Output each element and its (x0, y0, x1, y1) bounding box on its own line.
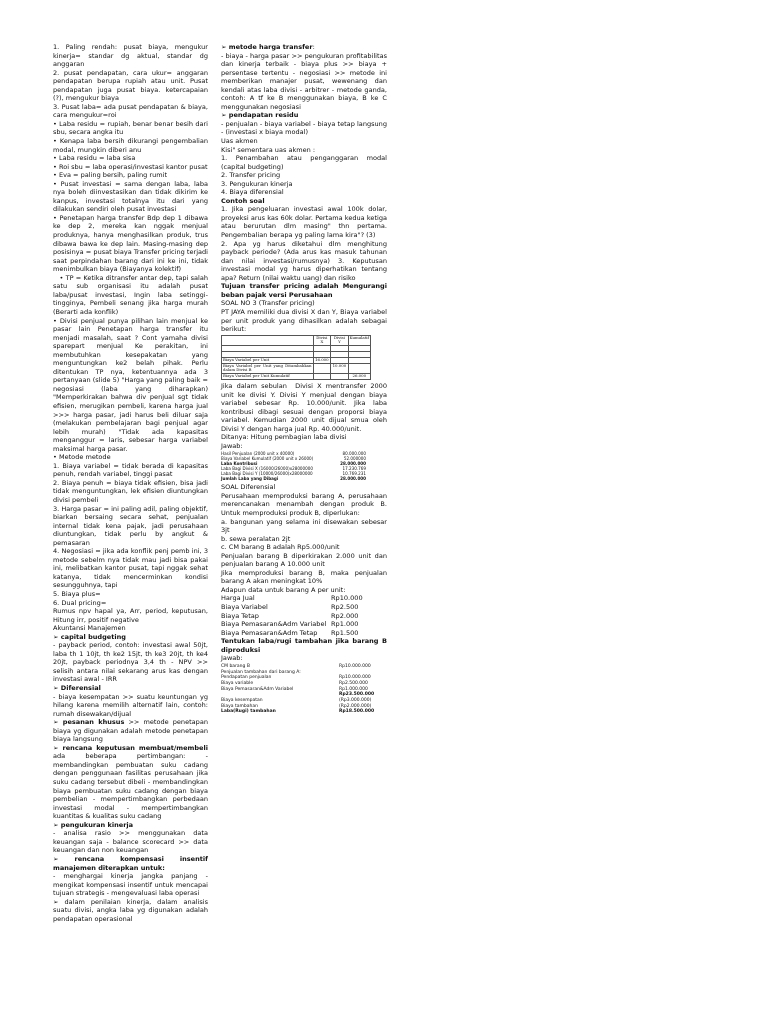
note-line: - payback period, contoh: investasi awal 50jt, laba th 1 10jt, th ke2 15jt, th ke3 20jt, th ke4 20jt, payback periodnya 3,4 th - NPV >> selisih antara nilai sekarang arus kas dengan investasi awal - IRR (53, 641, 211, 684)
sheet-label: Biaya Variabel Kumulatif (2000 unit x 26000) (221, 456, 314, 462)
note-line: Contoh soal (221, 196, 265, 205)
note-line: 1. Biaya variabel = tidak berada di kapasitas penuh, rendah variabel, tinggi pasat (53, 461, 211, 479)
price-value: Rp2.500 (331, 603, 359, 611)
price-label: Biaya Tetap (221, 611, 259, 620)
sheet-label: Biaya kesempatan (221, 698, 263, 704)
sheet-label: Pendapatan penjualan (221, 675, 272, 681)
table-cell: Biaya Variabel per Unit yang Ditambahkan dalam Divisi B (223, 362, 312, 373)
note-line: Rumus npv hapal ya, Arr, period, keputusan, Hitung irr, positif negative (53, 607, 211, 624)
note-line: Adapun data untuk barang A per unit: (221, 585, 346, 594)
note-line: a. bangunan yang selama ini disewakan sebesar 3jt (221, 517, 390, 535)
price-row (221, 603, 387, 612)
profit-split-sheet (221, 451, 387, 481)
price-label: Biaya Pemasaran&Adm Tetap (221, 628, 318, 637)
sheet-label: CM barang B (221, 663, 250, 669)
note-line: 2. Biaya penuh = biaya tidak efisien, bisa jadi tidak menguntungkan, lek efisien diuntungkan divisi pembeli (53, 478, 211, 504)
note-line: Akuntansi Manajemen (53, 624, 126, 633)
note-line: SOAL Diferensial (221, 483, 276, 492)
sheet-row (221, 476, 366, 481)
sheet-row (221, 709, 387, 715)
price-row (221, 620, 387, 629)
note-line: 2. Apa yg harus diketahui dlm menghitung payback periode? (Ada arus kas masuk tahunan dan nilai investasi/rumusnya) 3. Keputusan investasi modal yg harus diperhatikan tentang apa? Return (nilai waktu uang) dan risiko (221, 239, 390, 282)
note-line: ➢ capital budgeting (53, 632, 126, 641)
table-row (222, 363, 371, 373)
right-notes (221, 43, 390, 334)
price-row (221, 594, 387, 603)
note-line: Kisi" sementara uas akmen : (221, 145, 316, 154)
product-a-price-list (221, 594, 387, 637)
sheet-value: Rp2.500.000 (339, 680, 368, 686)
note-line: ➢ pendapatan residu (221, 111, 299, 120)
note-line: 1. Jika pengeluaran investasi awal 100k dolar, proyeksi arus kas 60k dolar. Pertama kedua ketiga atau berurutan dlm masing" thn pertama. Pengembalian berapa yg paling lama kira"? (3) (221, 205, 390, 240)
price-label: Biaya Pemasaran&Adm Variabel (221, 620, 327, 629)
sheet-label: Hasil Penjualan (2000 unit x 40000) (221, 451, 295, 457)
note-line: 4. Negosiasi = jika ada konflik penj pemb ini, 3 metode sebelm nya tidak mau jadi bisa pakai ini, melibatkan kantor pusat, tapi nggak sehat katanya, tidak mencerminkan kondisi sesungguhnya, tapi (53, 547, 211, 590)
note-line: - biaya kesempatan >> suatu keuntungan yg hilang karena memilih alternatif lain, contoh: rumah disewakan/dijual (53, 692, 211, 718)
note-line-bold-lead: ➢ rencana keputusan membuat/membeli (53, 743, 208, 752)
note-line: Ditanya: Hitung pembagian laba divisi (221, 433, 347, 442)
note-line: 2. pusat pendapatan, cara ukur= anggaran pendapatan berupa rupiah atau unit. Pusat pendapatan juga pusat biaya. ketercapaian (?), mengukur biaya (53, 68, 211, 103)
note-line (221, 43, 387, 52)
table-header-cell: Divisi Y (331, 335, 348, 345)
note-line: 6. Dual pricing= (53, 598, 107, 607)
note-line: Tujuan transfer pricing adalah Mengurangi beban pajak versi Perusahaan (221, 282, 390, 299)
note-line: • Penetapan harga transfer Bdp dep 1 dibawa ke dep 2, mereka kan nggak menjual produknya, hanya menghasilkan produk, trus dibawa bawa ke dep lain. Masing-masing dep posisinya = pusat biaya Transfer pricing terjadi saat perpindahan barang dari ini ke ini, tidak menimbulkan biaya (Biayanya kolektif) (53, 213, 211, 274)
sheet-label: Laba Kontribusi (221, 461, 258, 467)
note-line: Tentukan laba/rugi tambahan jika barang B diproduksi (221, 637, 390, 654)
sheet-label: Laba Bagi Divisi X (16000/26000)x28000000 (221, 466, 313, 472)
note-line: Penjualan barang B diperkirakan 2.000 unit dan penjualan barang A 10.000 unit (221, 551, 390, 569)
price-value: Rp1.500 (331, 628, 359, 637)
note-line: Jawab: (221, 654, 243, 663)
sheet-label: Penjualan tambahan dari barang A: (221, 669, 301, 675)
note-line: 3. Pusat laba= ada pusat pendapatan & biaya, cara mengukur=roi (53, 102, 211, 120)
sheet-value: Rp10.000.000 (339, 663, 371, 669)
incremental-profit-sheet (221, 664, 387, 715)
note-line: b. sewa peralatan 2jt (221, 534, 291, 543)
transfer-pricing-question (221, 381, 390, 450)
sheet-value: Rp1.000.000 (339, 686, 368, 692)
note-line: ➢ pengukuran kinerja (53, 820, 134, 829)
note-line: PT JAYA memiliki dua divisi X dan Y, Biaya variabel per unit produk yang dihasilkan adalah sebagai berikut: (221, 307, 390, 334)
note-line-bold-lead: ➢ metode harga transfer (221, 43, 313, 51)
note-line: 3. Harga pasar = ini paling adil, paling objektif, biarkan bersaing secara sehat, penjualan internal tidak kena pajak, jadi perusahaan diuntungkan, tidak perlu by angkut & pemasaran (53, 504, 211, 547)
note-line (53, 718, 211, 744)
note-line: - analisa rasio >> menggunakan data keuangan saja - balance scorecard >> data keuangan dan non keuangan (53, 829, 211, 855)
note-line: Perusahaan memproduksi barang A, perusahaan merencanakan menambah dengan produk B. Untuk memproduksi produk B, diperlukan: (221, 491, 390, 517)
note-line: • TP = Ketika ditransfer antar dep, tapi salah satu sub organisasi itu adalah pusat laba/pusat investasi, Ingin laba setinggi-tingginya, Pembeli senang jika harga murah (Berarti ada konflik) (53, 273, 211, 316)
sheet-value: (Rp3.000.000) (339, 698, 372, 704)
note-line: • Divisi penjual punya pilihan lain menjual ke pasar lain Penetapan harga transfer itu menjadi masalah, saat ? Cont yamaha divisi sparepart menjual Ke perakitan, ini membutuhkan kesepakatan yang menguntungkan ke2 belah pihak. Perlu ditentukan TP nya, ketentuannya ada 3 pertanyaan (slide 5) "Harga yang paling baik = negosiasi (laba yang diharapkan) "Memperkirakan bahwa div penjual sgt tidak efisien, merugikan pembeli, karena harga jual >>> harga pasar, jadi harus beli diluar saja (melakukan pembelajaran bagi penjual agar lebih murah) "Tidak ada kapasitas menganggur = laris, sebesar harga variabel maksimal harga pasar. (53, 316, 211, 453)
note-line: 1. Paling rendah: pusat biaya, mengukur kinerja= standar dg aktual, standar dg anggaran (53, 43, 211, 69)
sheet-value: Rp10.000.000 (339, 675, 371, 681)
price-value: Rp10.000 (331, 594, 363, 603)
note-line: • Laba residu = rupiah, benar benar besih dari sbu, secara angka itu (53, 119, 211, 137)
note-line: • Eva = paling bersih, paling rumit (53, 171, 168, 180)
note-line: - penjualan - biaya variabel - biaya tetap langsung - (investasi x biaya modal) (221, 119, 390, 137)
note-line: - biaya - harga pasar >> pengukuran profitabilitas dan kinerja terbaik - biaya plus >> biaya + persentase tertentu - negosiasi >> metode ini memberikan manajer pusat, wewenang dan kendali atas laba divisi - arbitrer - metode ganda, contoh: A tf ke B menggunakan biaya, B ke C menggunakan negosiasi (221, 51, 390, 111)
note-line: 2. Transfer pricing (221, 171, 281, 180)
sheet-label: Laba(Rugi) tambahan (221, 709, 276, 715)
sheet-value: 80.000.000 (342, 451, 366, 457)
note-line: • Roi sbu = laba operasi/investasi kantor pusat (53, 162, 208, 171)
note-line-bold-lead: ➢ pesanan khusus (53, 718, 125, 727)
note-line: 1. Penambahan atau penganggaran modal (capital budgeting) (221, 154, 390, 171)
sheet-label: Biaya Pemasaran&Adm Variabel (221, 686, 294, 692)
left-column (53, 43, 211, 923)
note-line: ➢ rencana kompensasi insentif manajemen diterapkan untuk: (53, 854, 211, 872)
sheet-value: Rp18.500.000 (339, 709, 375, 715)
table-cell (348, 363, 370, 373)
note-line: Uas akmen (221, 137, 258, 146)
note-line: Jika dalam sebulan Divisi X mentransfer 2000 unit ke divisi Y. Divisi Y menjual dengan biaya variabel sebesar Rp. 10.000/unit. Jika laba kontribusi dibagi sesuai dengan proporsi biaya variabel. Kemudian 2000 unit dijual smua oleh Divisi Y dengan harga jual Rp. 40.000/unit. (221, 381, 390, 433)
table-header-cell (222, 335, 314, 345)
table-header-cell: Divisi X (313, 335, 331, 345)
sheet-value: 10.769.231 (342, 471, 366, 477)
sheet-value: Rp23.500.000 (339, 692, 375, 698)
table-cell (331, 373, 348, 379)
note-line: • Pusat investasi = sama dengan laba, laba nya boleh diinvestasikan dan tidak dikirim ke kanpus, investasi totalnya itu dari yang dilakukan sendiri oleh pusat investasi (53, 179, 211, 214)
sheet-value: 17.230.769 (342, 466, 366, 472)
note-line: ➢ Diferensial (53, 684, 101, 693)
note-line: ➢ dalam penilaian kinerja, dalam analisis suatu divisi, angka laba yg digunakan adalah pendapatan operasional (53, 897, 211, 923)
note-line: Jawab: (221, 441, 243, 450)
note-line-rest: : (312, 43, 315, 51)
price-value: Rp2.000 (331, 611, 359, 620)
price-label: Biaya Variabel (221, 603, 268, 611)
table-cell (313, 373, 331, 379)
sheet-label: Biaya variable (221, 680, 254, 686)
note-line: • Metode metode (53, 453, 111, 462)
table-row (222, 373, 371, 379)
table-cell: Biaya Variabel per Unit (222, 357, 314, 363)
variable-cost-table (221, 335, 371, 380)
sheet-label: Laba Bagi Divisi Y (10000/26000)x28000000 (221, 471, 313, 477)
note-line-rest: >> metode penetapan biaya yg digunakan adalah metode penetapan biaya langsung (53, 718, 211, 744)
sheet-value: 28.000.000 (340, 476, 366, 482)
price-value: Rp1.000 (331, 620, 359, 629)
table-cell: 10.000 (331, 363, 348, 373)
sheet-label: Jumlah Laba yang Dibagi (221, 476, 279, 482)
note-line: c. CM barang B adalah Rp5.000/unit (221, 543, 340, 552)
note-line: SOAL NO 3 (Transfer pricing) (221, 299, 315, 308)
note-line: 3. Pengukuran kinerja (221, 179, 293, 188)
note-line: Jika memproduksi barang B, maka penjualan barang A akan meningkat 10% (221, 568, 390, 586)
price-label: Harga Jual (221, 594, 255, 603)
sheet-label: Biaya tambahan (221, 703, 258, 709)
table-cell (313, 363, 331, 373)
table-cell: 16.000 (313, 357, 331, 363)
note-line: 4. Biaya diferensial (221, 188, 284, 197)
note-line: 5. Biaya plus= (53, 590, 101, 598)
note-line (53, 743, 211, 821)
price-row (221, 612, 387, 621)
table-header-row (222, 335, 371, 345)
right-column (221, 43, 390, 715)
note-line: • Kenapa laba bersih dikurangi pengembalian modal, mungkin diberi anu (53, 137, 211, 154)
sheet-value: (Rp2.000.000) (339, 703, 372, 709)
note-line: • Laba residu = laba sisa (53, 154, 136, 163)
note-line-rest: ada beberapa pertimbangan: - membandingkan pembuatan suku cadang dengan penggunaan fasilitas perusahaan jika suku cadang tersebut dibeli - membandingkan biaya pembuatan suku cadang dengan biaya pembelian - mempertimbangkan perbedaan investasi modal - mempertimbangkan kuantitas & kualitas suku cadang (53, 743, 211, 821)
table-cell: Biaya Variabel per Unit Kumulatif (222, 373, 314, 379)
differential-task (221, 637, 390, 663)
table-cell: 26.000 (348, 373, 370, 379)
table-header-cell: Kumulatif (348, 335, 370, 345)
sheet-value: 28.000.000 (340, 461, 366, 467)
note-line: - menghargai kinerja jangka panjang - mengikat kompensasi insentif untuk mencapai tujuan strategis - mengevaluasi laba operasi (53, 872, 211, 898)
differential-question (221, 483, 390, 594)
sheet-value: 52.000000 (343, 456, 366, 462)
price-row (221, 629, 387, 638)
